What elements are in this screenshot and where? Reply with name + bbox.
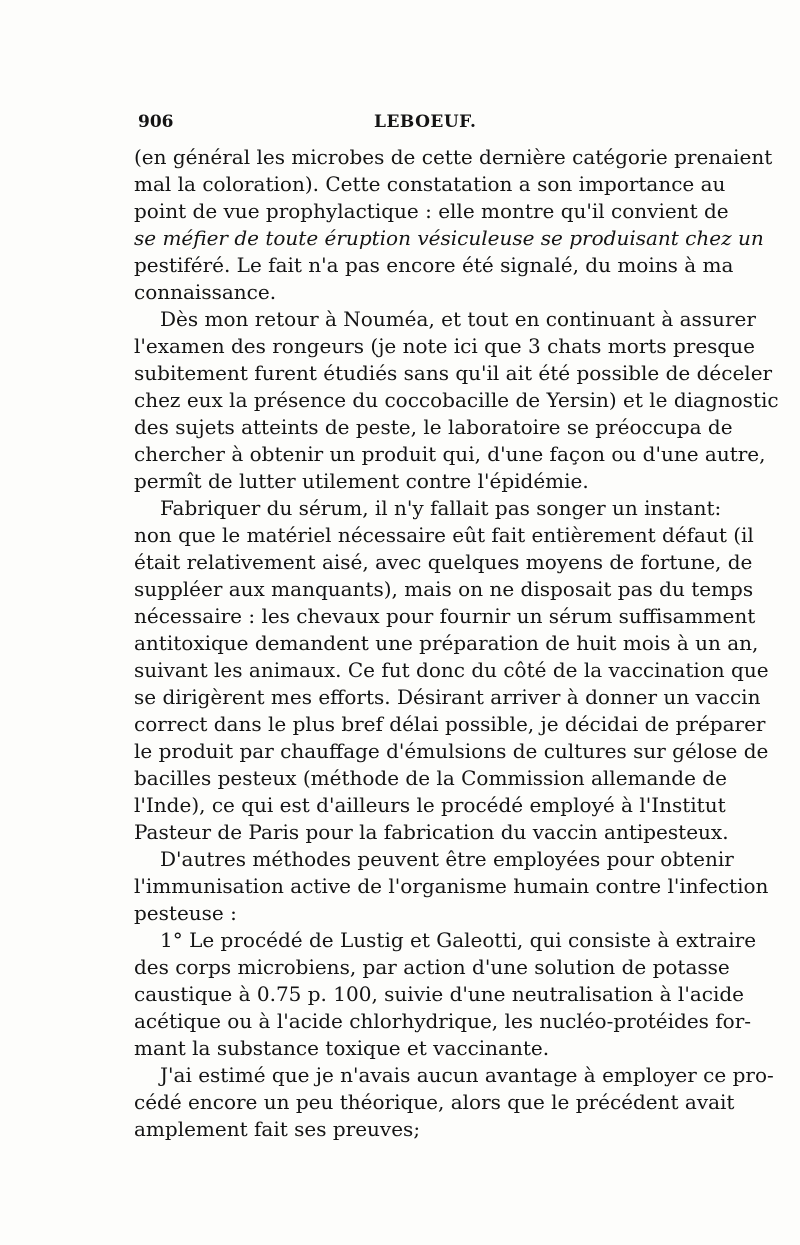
text-line: était relativement aisé, avec quelques moyens de fortune, de	[134, 550, 753, 574]
text-line: l'examen des rongeurs (je note ici que 3 chats morts presque	[134, 334, 755, 358]
text-line: correct dans le plus bref délai possible, je décidai de préparer	[134, 712, 766, 736]
body-text	[134, 144, 779, 1143]
text-line: J'ai estimé que je n'avais aucun avantage à employer ce pro-	[160, 1063, 774, 1087]
text-line: mant la substance toxique et vaccinante.	[134, 1036, 550, 1060]
page-number: 906	[138, 112, 174, 132]
text-line: le produit par chauffage d'émulsions de cultures sur gélose de	[134, 739, 769, 763]
text-line: pesteuse :	[134, 901, 237, 925]
text-line: bacilles pesteux (méthode de la Commission allemande de	[134, 766, 727, 790]
text-line: antitoxique demandent une préparation de huit mois à un an,	[134, 631, 759, 655]
text-line: connaissance.	[134, 280, 277, 304]
text-line: pestiféré. Le fait n'a pas encore été signalé, du moins à ma	[134, 253, 734, 277]
text-line: cédé encore un peu théorique, alors que le précédent avait	[134, 1090, 735, 1114]
text-line: se méfier de toute éruption vésiculeuse se produisant chez un	[134, 226, 764, 250]
text-line: D'autres méthodes peuvent être employées pour obtenir	[160, 847, 734, 871]
text-line: suivant les animaux. Ce fut donc du côté de la vaccination que	[134, 658, 769, 682]
text-line: subitement furent étudiés sans qu'il ait été possible de déceler	[134, 361, 773, 385]
running-title: LEBOEUF.	[374, 112, 477, 132]
running-head	[138, 112, 668, 134]
text-line: l'immunisation active de l'organisme humain contre l'infection	[134, 874, 769, 898]
text-line: chercher à obtenir un produit qui, d'une façon ou d'une autre,	[134, 442, 766, 466]
text-line: mal la coloration). Cette constatation a son importance au	[134, 172, 726, 196]
text-line: nécessaire : les chevaux pour fournir un sérum suffisamment	[134, 604, 756, 628]
text-line: amplement fait ses preuves;	[134, 1117, 421, 1141]
text-line: Dès mon retour à Nouméa, et tout en continuant à assurer	[160, 307, 756, 331]
text-line: des corps microbiens, par action d'une solution de potasse	[134, 955, 730, 979]
text-line: acétique ou à l'acide chlorhydrique, les nucléo-protéides for-	[134, 1009, 752, 1033]
text-line: point de vue prophylactique : elle montre qu'il convient de	[134, 199, 729, 223]
text-line: caustique à 0.75 p. 100, suivie d'une neutralisation à l'acide	[134, 982, 744, 1006]
text-line: 1° Le procédé de Lustig et Galeotti, qui consiste à extraire	[160, 928, 757, 952]
text-line: Fabriquer du sérum, il n'y fallait pas songer un instant:	[160, 496, 722, 520]
text-line: se dirigèrent mes efforts. Désirant arriver à donner un vaccin	[134, 685, 761, 709]
text-line: non que le matériel nécessaire eût fait entièrement défaut (il	[134, 523, 754, 547]
text-line: suppléer aux manquants), mais on ne disposait pas du temps	[134, 577, 754, 601]
text-line: Pasteur de Paris pour la fabrication du vaccin antipesteux.	[134, 820, 729, 844]
text-line: chez eux la présence du coccobacille de Yersin) et le diagnostic	[134, 388, 779, 412]
text-line: des sujets atteints de peste, le laboratoire se préoccupa de	[134, 415, 733, 439]
text-line: (en général les microbes de cette dernière catégorie prenaient	[134, 145, 773, 169]
text-line: l'Inde), ce qui est d'ailleurs le procédé employé à l'Institut	[134, 793, 726, 817]
text-line: permît de lutter utilement contre l'épidémie.	[134, 469, 589, 493]
